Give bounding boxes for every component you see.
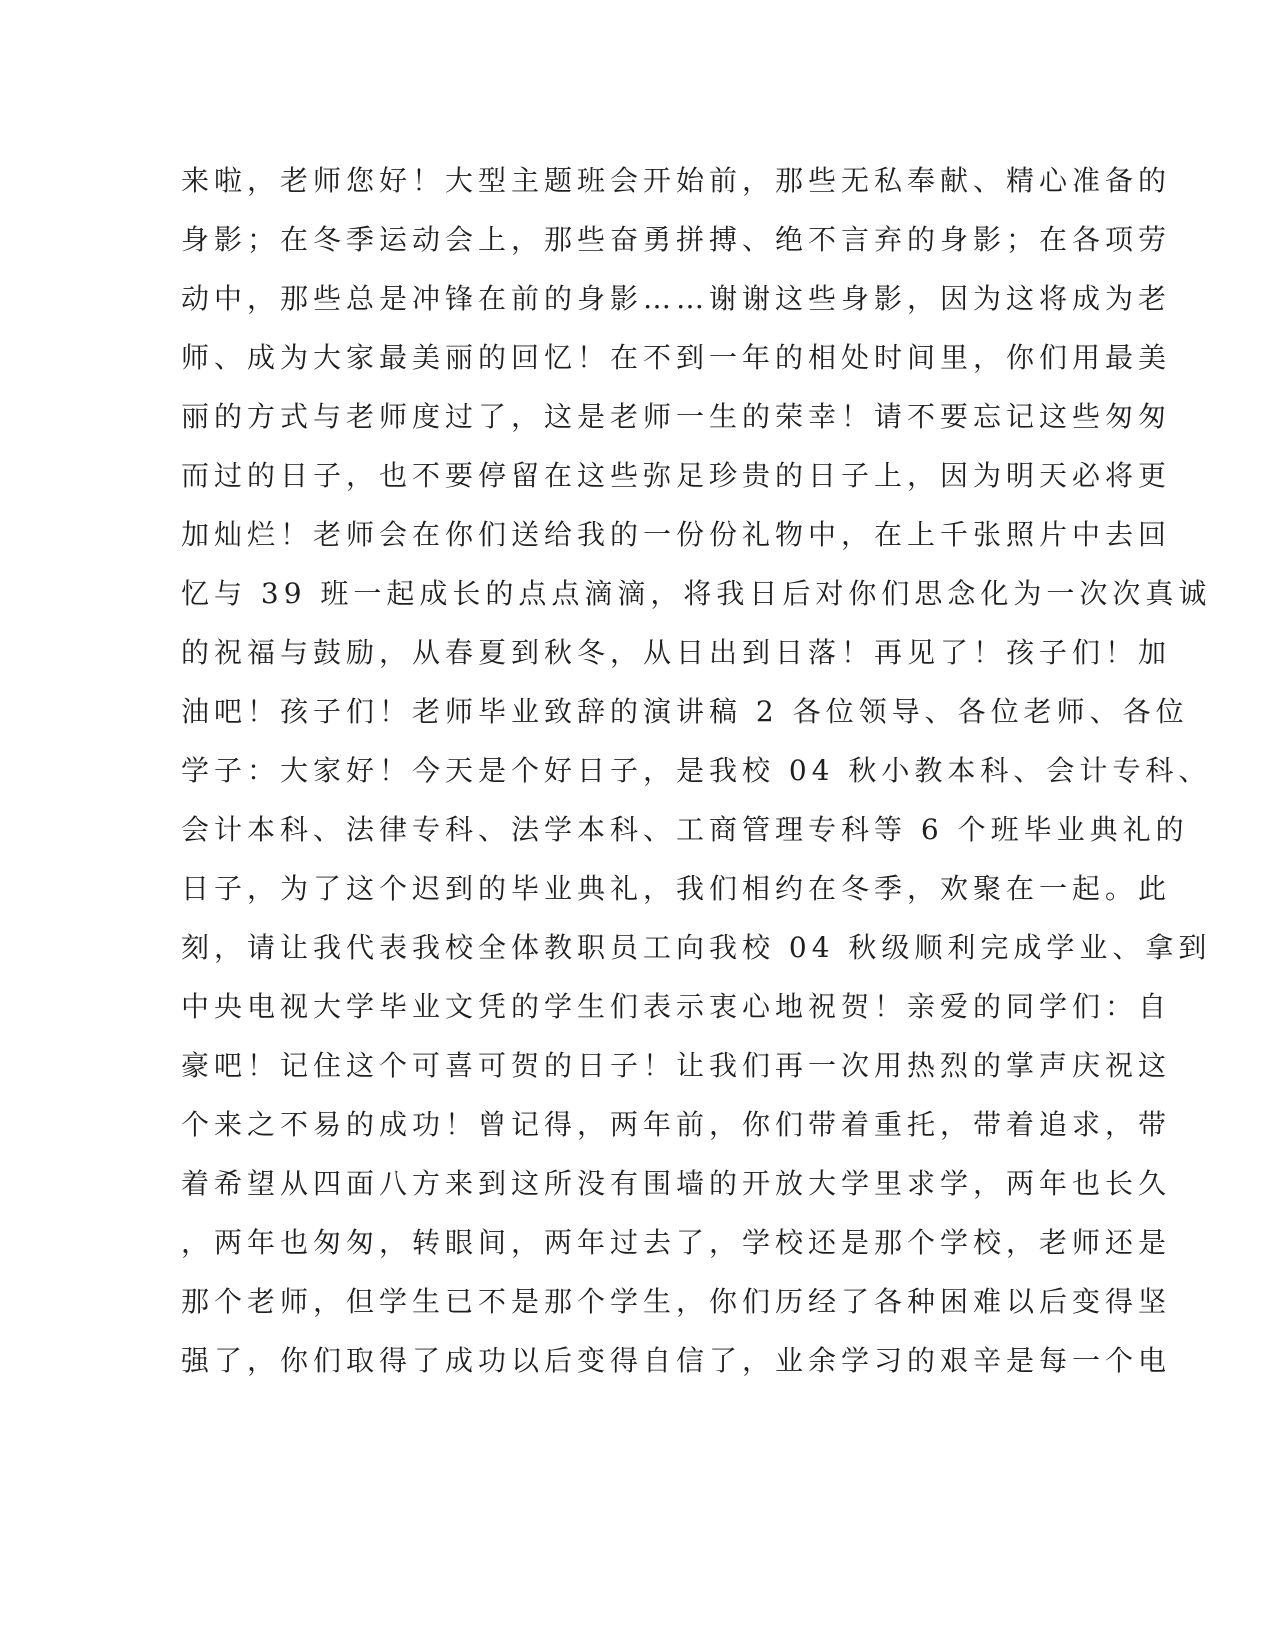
body-text (181, 158, 1212, 1397)
text-line: 个来之不易的成功！曾记得，两年前，你们带着重托，带着追求，带 (181, 1108, 1172, 1141)
text-line: 丽的方式与老师度过了，这是老师一生的荣幸！请不要忘记这些匆匆 (181, 400, 1172, 433)
text-line: 强了，你们取得了成功以后变得自信了，业余学习的艰辛是每一个电 (181, 1344, 1172, 1377)
text-line: 的祝福与鼓励，从春夏到秋冬，从日出到日落！再见了！孩子们！加 (181, 636, 1172, 669)
text-line: 加灿烂！老师会在你们送给我的一份份礼物中，在上千张照片中去回 (181, 518, 1172, 551)
text-line: ，两年也匆匆，转眼间，两年过去了，学校还是那个学校，老师还是 (181, 1226, 1172, 1259)
text-line: 身影；在冬季运动会上，那些奋勇拼搏、绝不言弃的身影；在各项劳 (181, 223, 1172, 256)
text-line: 而过的日子，也不要停留在这些弥足珍贵的日子上，因为明天必将更 (181, 459, 1172, 492)
text-line: 日子，为了这个迟到的毕业典礼，我们相约在冬季，欢聚在一起。此 (181, 872, 1172, 905)
text-line: 着希望从四面八方来到这所没有围墙的开放大学里求学，两年也长久 (181, 1167, 1172, 1200)
text-line: 忆与 39 班一起成长的点点滴滴，将我日后对你们思念化为一次次真诚 (181, 577, 1212, 610)
text-line: 豪吧！记住这个可喜可贺的日子！让我们再一次用热烈的掌声庆祝这 (181, 1049, 1172, 1082)
text-line: 油吧！孩子们！老师毕业致辞的演讲稿 2 各位领导、各位老师、各位 (181, 695, 1189, 728)
text-line: 来啦，老师您好！大型主题班会开始前，那些无私奉献、精心准备的 (181, 164, 1172, 197)
text-line: 学子：大家好！今天是个好日子，是我校 04 秋小教本科、会计专科、 (181, 754, 1212, 787)
text-line: 师、成为大家最美丽的回忆！在不到一年的相处时间里，你们用最美 (181, 341, 1172, 374)
text-line: 那个老师，但学生已不是那个学生，你们历经了各种困难以后变得坚 (181, 1285, 1172, 1318)
text-line: 会计本科、法律专科、法学本科、工商管理专科等 6 个班毕业典礼的 (181, 813, 1189, 846)
text-line: 中央电视大学毕业文凭的学生们表示衷心地祝贺！亲爱的同学们：自 (181, 990, 1172, 1023)
text-line: 动中，那些总是冲锋在前的身影……谢谢这些身影，因为这将成为老 (181, 282, 1172, 315)
text-line: 刻，请让我代表我校全体教职员工向我校 04 秋级顺利完成学业、拿到 (181, 931, 1212, 964)
